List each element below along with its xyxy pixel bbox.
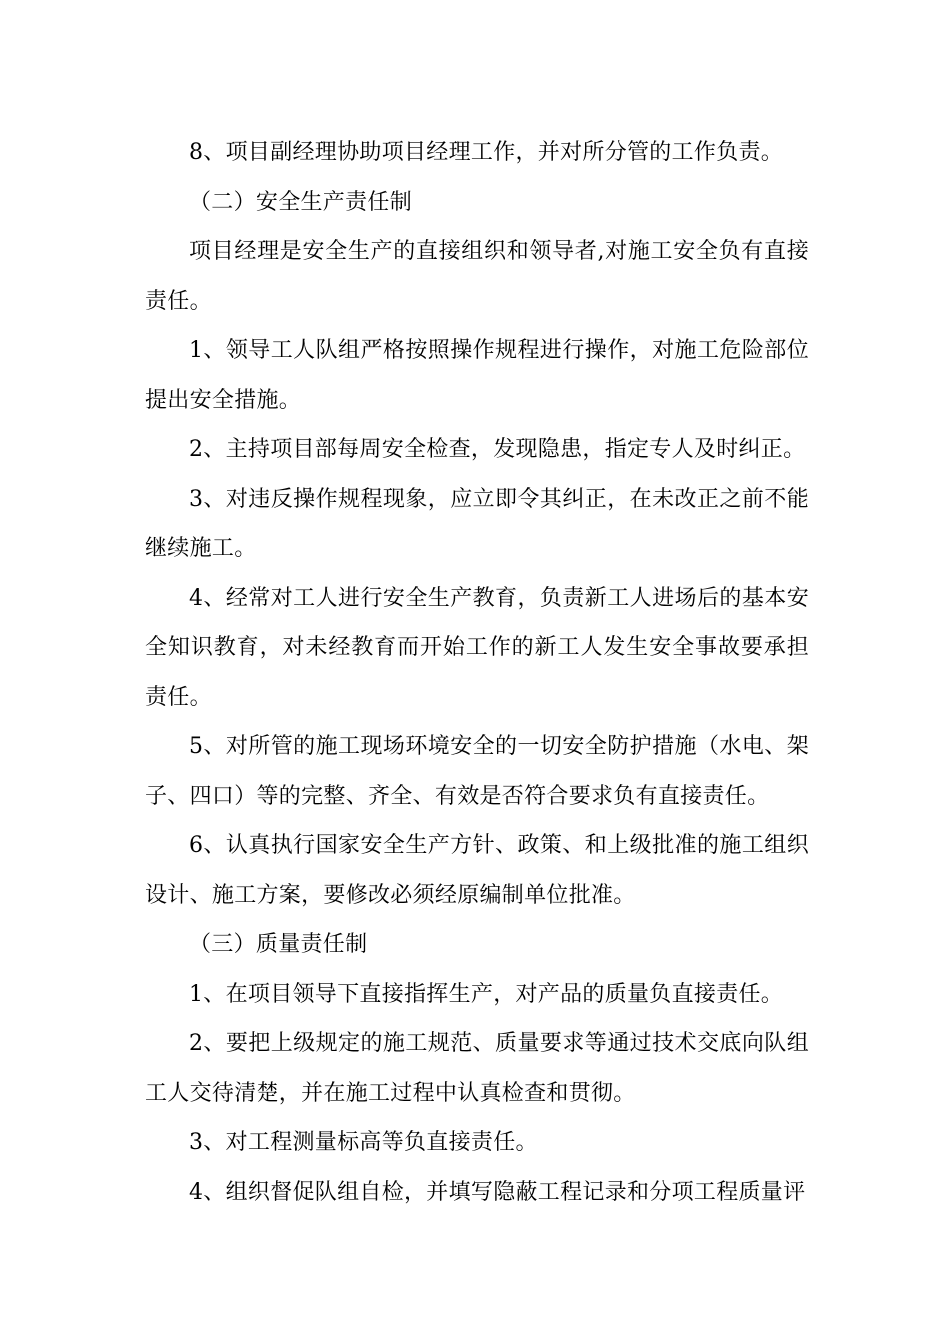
- paragraph-safety-item-3: 3、对违反操作规程现象，应立即令其纠正，在未改正之前不能继续施工。: [145, 486, 809, 561]
- document-body: [145, 128, 809, 1217]
- paragraph-quality-item-2: 2、要把上级规定的施工规范、质量要求等通过技术交底向队组工人交待清楚，并在施工过程中认真检查和贯彻。: [145, 1031, 809, 1106]
- paragraph-safety-item-6: 6、认真执行国家安全生产方针、政策、和上级批准的施工组织设计、施工方案，要修改必须经原编制单位批准。: [145, 833, 809, 908]
- section-heading-safety-responsibility: （二）安全生产责任制: [189, 189, 413, 215]
- paragraph-quality-item-3: 3、对工程测量标高等负直接责任。: [189, 1130, 538, 1155]
- paragraph-safety-item-4: 4、经常对工人进行安全生产教育，负责新工人进场后的基本安全知识教育，对未经教育而开始工作的新工人发生安全事故要承担责任。: [145, 585, 809, 710]
- paragraph-safety-item-1: 1、领导工人队组严格按照操作规程进行操作，对施工危险部位提出安全措施。: [145, 338, 809, 413]
- section-heading-quality-responsibility: （三）质量责任制: [189, 932, 368, 957]
- paragraph-quality-item-4: 4、组织督促队组自检，并填写隐蔽工程记录和分项工程质量评: [189, 1179, 806, 1205]
- paragraph-safety-item-2: 2、主持项目部每周安全检查，发现隐患，指定专人及时纠正。: [189, 437, 806, 462]
- paragraph-quality-item-1: 1、在项目领导下直接指挥生产，对产品的质量负直接责任。: [189, 981, 784, 1007]
- paragraph-safety-intro: 项目经理是安全生产的直接组织和领导者,对施工安全负有直接责任。: [145, 239, 809, 314]
- paragraph-item-8-deputy-manager: 8、项目副经理协助项目经理工作，并对所分管的工作负责。: [189, 140, 784, 165]
- paragraph-safety-item-5: 5、对所管的施工现场环境安全的一切安全防护措施（水电、架子、四口）等的完整、齐全、有效是否符合要求负有直接责任。: [145, 734, 809, 809]
